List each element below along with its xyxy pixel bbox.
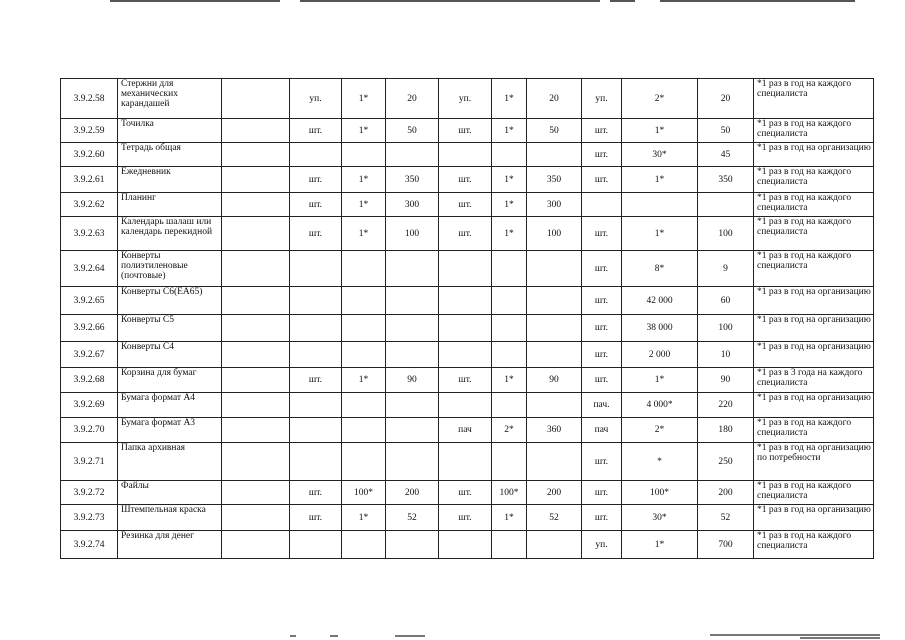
table-row [61, 393, 874, 418]
unit-1 [290, 251, 342, 287]
unit-2 [439, 315, 492, 342]
scan-edge-bottom [0, 632, 905, 640]
unit-2 [439, 251, 492, 287]
row-name: Корзина для бумаг [118, 368, 222, 393]
table-row [61, 193, 874, 217]
qty-1: 1* [342, 217, 386, 251]
row-note: *1 раз в год на каждого специалиста [754, 481, 874, 505]
blank-cell [222, 79, 290, 119]
row-code: 3.9.2.66 [61, 315, 118, 342]
qty-2 [492, 143, 527, 167]
price-2 [527, 393, 582, 418]
qty-3: 1* [622, 119, 698, 143]
price-2 [527, 287, 582, 315]
table-row [61, 443, 874, 481]
table-row [61, 143, 874, 167]
qty-1: 100* [342, 481, 386, 505]
table-row [61, 217, 874, 251]
price-3: 200 [698, 481, 754, 505]
price-3: 100 [698, 217, 754, 251]
qty-2: 1* [492, 79, 527, 119]
qty-3: 4 000* [622, 393, 698, 418]
qty-1 [342, 315, 386, 342]
blank-cell [222, 443, 290, 481]
qty-1 [342, 342, 386, 368]
qty-2 [492, 531, 527, 559]
row-note: *1 раз в год на каждого специалиста [754, 217, 874, 251]
unit-1: шт. [290, 368, 342, 393]
qty-2: 2* [492, 418, 527, 443]
qty-1: 1* [342, 79, 386, 119]
unit-3: пач [582, 418, 622, 443]
table-row [61, 251, 874, 287]
qty-2: 1* [492, 217, 527, 251]
unit-2 [439, 342, 492, 368]
table-row [61, 418, 874, 443]
price-3 [698, 193, 754, 217]
unit-2 [439, 393, 492, 418]
price-2 [527, 443, 582, 481]
row-note: *1 раз в год на каждого специалиста [754, 251, 874, 287]
qty-3: 30* [622, 505, 698, 531]
unit-2: шт. [439, 193, 492, 217]
unit-3: шт. [582, 342, 622, 368]
row-code: 3.9.2.74 [61, 531, 118, 559]
row-note: *1 раз в год на организацию по потребности [754, 443, 874, 481]
row-name: Точилка [118, 119, 222, 143]
qty-2 [492, 251, 527, 287]
unit-3: шт. [582, 217, 622, 251]
row-note: *1 раз в год на каждого специалиста [754, 167, 874, 193]
row-code: 3.9.2.67 [61, 342, 118, 368]
unit-2: шт. [439, 217, 492, 251]
qty-3: 1* [622, 167, 698, 193]
table-row [61, 505, 874, 531]
row-note: *1 раз в год на каждого специалиста [754, 531, 874, 559]
price-2 [527, 251, 582, 287]
table-row [61, 531, 874, 559]
qty-2 [492, 342, 527, 368]
row-name: Конверты С6(ЕА65) [118, 287, 222, 315]
row-note: *1 раз в год на организацию [754, 342, 874, 368]
scan-edge-top [0, 0, 905, 3]
unit-1 [290, 531, 342, 559]
unit-3: шт. [582, 481, 622, 505]
row-note: *1 раз в год на организацию [754, 315, 874, 342]
qty-2: 1* [492, 119, 527, 143]
price-3: 220 [698, 393, 754, 418]
qty-3 [622, 193, 698, 217]
price-1 [386, 143, 439, 167]
row-code: 3.9.2.62 [61, 193, 118, 217]
qty-3: 30* [622, 143, 698, 167]
price-1 [386, 315, 439, 342]
row-name: Планинг [118, 193, 222, 217]
row-name: Конверты полиэтиленовые (почтовые) [118, 251, 222, 287]
price-2: 52 [527, 505, 582, 531]
price-3: 180 [698, 418, 754, 443]
unit-2: шт. [439, 167, 492, 193]
price-1: 52 [386, 505, 439, 531]
price-1: 300 [386, 193, 439, 217]
blank-cell [222, 167, 290, 193]
price-1 [386, 342, 439, 368]
unit-2: шт. [439, 368, 492, 393]
row-note: *1 раз в год на организацию [754, 393, 874, 418]
unit-3: пач. [582, 393, 622, 418]
price-2: 200 [527, 481, 582, 505]
price-1: 20 [386, 79, 439, 119]
unit-3: шт. [582, 505, 622, 531]
price-1 [386, 251, 439, 287]
price-1: 200 [386, 481, 439, 505]
qty-3: 1* [622, 217, 698, 251]
price-3: 10 [698, 342, 754, 368]
unit-1 [290, 443, 342, 481]
price-3: 250 [698, 443, 754, 481]
row-note: *1 раз в год на каждого специалиста [754, 119, 874, 143]
row-name: Резинка для денег [118, 531, 222, 559]
qty-1 [342, 251, 386, 287]
row-note: *1 раз в год на организацию [754, 287, 874, 315]
price-3: 700 [698, 531, 754, 559]
unit-1: шт. [290, 481, 342, 505]
unit-3: уп. [582, 531, 622, 559]
row-note: *1 раз в год на каждого специалиста [754, 193, 874, 217]
unit-1: уп. [290, 79, 342, 119]
price-1: 350 [386, 167, 439, 193]
unit-2: шт. [439, 119, 492, 143]
row-code: 3.9.2.60 [61, 143, 118, 167]
row-name: Календарь шалаш или календарь перекидной [118, 217, 222, 251]
qty-3: 38 000 [622, 315, 698, 342]
price-2: 20 [527, 79, 582, 119]
blank-cell [222, 368, 290, 393]
qty-1 [342, 531, 386, 559]
blank-cell [222, 418, 290, 443]
price-2 [527, 315, 582, 342]
row-code: 3.9.2.70 [61, 418, 118, 443]
unit-3: шт. [582, 251, 622, 287]
row-name: Папка архивная [118, 443, 222, 481]
qty-2: 1* [492, 167, 527, 193]
unit-2 [439, 287, 492, 315]
row-code: 3.9.2.59 [61, 119, 118, 143]
row-code: 3.9.2.72 [61, 481, 118, 505]
price-2: 50 [527, 119, 582, 143]
row-note: *1 раз в год на организацию [754, 143, 874, 167]
row-code: 3.9.2.73 [61, 505, 118, 531]
price-1 [386, 531, 439, 559]
price-2: 100 [527, 217, 582, 251]
unit-2 [439, 443, 492, 481]
blank-cell [222, 531, 290, 559]
qty-2: 1* [492, 505, 527, 531]
qty-2 [492, 443, 527, 481]
row-note: *1 раз в год на каждого специалиста [754, 79, 874, 119]
price-1 [386, 287, 439, 315]
row-code: 3.9.2.65 [61, 287, 118, 315]
row-code: 3.9.2.61 [61, 167, 118, 193]
row-note: *1 раз в 3 года на каждого специалиста [754, 368, 874, 393]
unit-1 [290, 315, 342, 342]
blank-cell [222, 193, 290, 217]
row-name: Стержни для механических карандашей [118, 79, 222, 119]
blank-cell [222, 143, 290, 167]
qty-1 [342, 393, 386, 418]
unit-3: шт. [582, 167, 622, 193]
qty-3: 2* [622, 418, 698, 443]
blank-cell [222, 119, 290, 143]
price-3: 90 [698, 368, 754, 393]
unit-3: шт. [582, 368, 622, 393]
price-3: 52 [698, 505, 754, 531]
price-2: 300 [527, 193, 582, 217]
table-row [61, 368, 874, 393]
price-3: 350 [698, 167, 754, 193]
row-code: 3.9.2.63 [61, 217, 118, 251]
blank-cell [222, 505, 290, 531]
unit-3: шт. [582, 315, 622, 342]
unit-1 [290, 143, 342, 167]
table-row [61, 342, 874, 368]
row-code: 3.9.2.58 [61, 79, 118, 119]
blank-cell [222, 393, 290, 418]
table-row [61, 167, 874, 193]
table-row [61, 481, 874, 505]
unit-1 [290, 418, 342, 443]
unit-1: шт. [290, 505, 342, 531]
price-3: 50 [698, 119, 754, 143]
qty-1 [342, 418, 386, 443]
row-name: Конверты С4 [118, 342, 222, 368]
qty-1: 1* [342, 193, 386, 217]
unit-1 [290, 287, 342, 315]
price-1: 100 [386, 217, 439, 251]
price-1 [386, 393, 439, 418]
unit-3 [582, 193, 622, 217]
price-1: 50 [386, 119, 439, 143]
qty-3: 2* [622, 79, 698, 119]
price-3: 20 [698, 79, 754, 119]
unit-2: уп. [439, 79, 492, 119]
unit-2: шт. [439, 505, 492, 531]
price-1 [386, 418, 439, 443]
blank-cell [222, 217, 290, 251]
unit-3: шт. [582, 119, 622, 143]
qty-1 [342, 443, 386, 481]
row-name: Бумага формат А3 [118, 418, 222, 443]
row-note: *1 раз в год на организацию [754, 505, 874, 531]
blank-cell [222, 251, 290, 287]
price-2: 350 [527, 167, 582, 193]
unit-2 [439, 531, 492, 559]
qty-3: 100* [622, 481, 698, 505]
row-code: 3.9.2.71 [61, 443, 118, 481]
unit-1: шт. [290, 217, 342, 251]
unit-2: шт. [439, 481, 492, 505]
unit-3: шт. [582, 143, 622, 167]
price-3: 45 [698, 143, 754, 167]
price-2: 90 [527, 368, 582, 393]
price-2 [527, 531, 582, 559]
supplies-norms-table [60, 78, 874, 559]
row-code: 3.9.2.64 [61, 251, 118, 287]
qty-3: 1* [622, 531, 698, 559]
price-3: 100 [698, 315, 754, 342]
row-note: *1 раз в год на каждого специалиста [754, 418, 874, 443]
price-3: 60 [698, 287, 754, 315]
qty-2 [492, 315, 527, 342]
qty-3: 8* [622, 251, 698, 287]
price-2: 360 [527, 418, 582, 443]
unit-1: шт. [290, 193, 342, 217]
unit-3: уп. [582, 79, 622, 119]
row-name: Файлы [118, 481, 222, 505]
blank-cell [222, 287, 290, 315]
unit-1: шт. [290, 167, 342, 193]
price-3: 9 [698, 251, 754, 287]
qty-1: 1* [342, 167, 386, 193]
blank-cell [222, 481, 290, 505]
price-1 [386, 443, 439, 481]
row-name: Конверты С5 [118, 315, 222, 342]
blank-cell [222, 315, 290, 342]
unit-1 [290, 393, 342, 418]
qty-1 [342, 287, 386, 315]
blank-cell [222, 342, 290, 368]
qty-3: 1* [622, 368, 698, 393]
table-row [61, 287, 874, 315]
table-row [61, 119, 874, 143]
unit-3: шт. [582, 443, 622, 481]
qty-3: 42 000 [622, 287, 698, 315]
qty-2: 1* [492, 193, 527, 217]
qty-2 [492, 287, 527, 315]
row-name: Ежедневник [118, 167, 222, 193]
price-2 [527, 143, 582, 167]
row-code: 3.9.2.69 [61, 393, 118, 418]
qty-2: 100* [492, 481, 527, 505]
row-name: Тетрадь общая [118, 143, 222, 167]
unit-2: пач [439, 418, 492, 443]
row-name: Штемпельная краска [118, 505, 222, 531]
unit-3: шт. [582, 287, 622, 315]
qty-1: 1* [342, 119, 386, 143]
row-name: Бумага формат А4 [118, 393, 222, 418]
qty-1 [342, 143, 386, 167]
table-row [61, 79, 874, 119]
qty-1: 1* [342, 505, 386, 531]
qty-2: 1* [492, 368, 527, 393]
unit-1: шт. [290, 119, 342, 143]
qty-3: 2 000 [622, 342, 698, 368]
qty-2 [492, 393, 527, 418]
qty-3: * [622, 443, 698, 481]
row-code: 3.9.2.68 [61, 368, 118, 393]
price-1: 90 [386, 368, 439, 393]
unit-1 [290, 342, 342, 368]
table-row [61, 315, 874, 342]
qty-1: 1* [342, 368, 386, 393]
price-2 [527, 342, 582, 368]
unit-2 [439, 143, 492, 167]
